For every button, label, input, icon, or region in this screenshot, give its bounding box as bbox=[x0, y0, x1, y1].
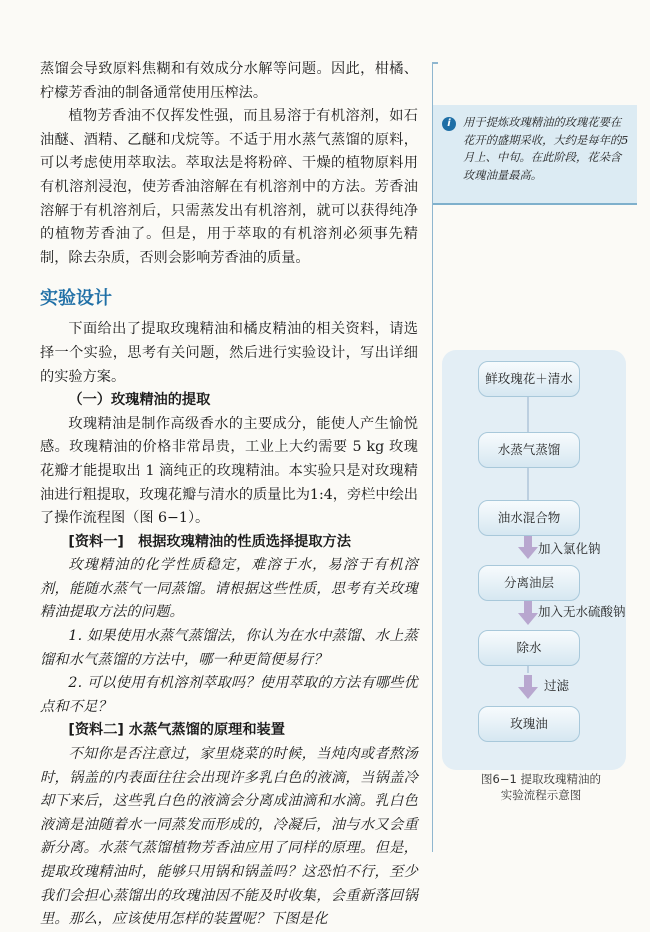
reference-1-text: 玫瑰精油的化学性质稳定，难溶于水，易溶于有机溶剂，能随水蒸气一同蒸馏。请根据这些性质，思考有关玫瑰精油提取方法的问题。 bbox=[40, 557, 418, 621]
figure-caption-line-1: 图6−1 提取玫瑰精油的 bbox=[481, 772, 601, 786]
paragraph-intro: 下面给出了提取玫瑰精油和橘皮精油的相关资料，请选择一个实验，思考有关问题，然后进行实验设计，写出详细的实验方案。 bbox=[40, 321, 418, 385]
side-note bbox=[433, 105, 637, 205]
flow-step-rose-oil: 玫瑰油 bbox=[478, 706, 580, 742]
info-icon: i bbox=[442, 117, 456, 131]
flow-step-steam-distillation: 水蒸气蒸馏 bbox=[478, 432, 580, 468]
question-2: 2. 可以使用有机溶剂萃取吗？使用萃取的方法有哪些优点和不足？ bbox=[40, 675, 418, 715]
paragraph-pressing: 蒸馏会导致原料焦糊和有效成分水解等问题。因此，柑橘、柠檬芳香油的制备通常使用压榨法。 bbox=[40, 61, 418, 101]
flow-connector bbox=[527, 466, 529, 502]
flow-step-separate-oil: 分离油层 bbox=[478, 565, 580, 601]
flow-step-fresh-roses: 鲜玫瑰花＋清水 bbox=[478, 361, 580, 397]
down-arrow-icon bbox=[517, 675, 539, 699]
reference-2-text: 不知你是否注意过，家里烧菜的时候，当炖肉或者熬汤时，锅盖的内表面往往会出现许多乳白色的液滴，当锅盖冷却下来后，这些乳白色的液滴会分离成油滴和水滴。乳白色液滴是油随着水一同蒸发而形成的，冷凝后，油与水又会重新分离。水蒸气蒸馏植物芳香油应用了同样的原理。但是，提取玫瑰精油时，能够只用锅和锅盖吗？这恐怕不行，至少我们会担心蒸馏出的玫瑰油因不能及时收集，会重新落回锅里。那么，应该使用怎样的装置呢？下图是化 bbox=[40, 746, 418, 928]
figure-caption bbox=[466, 771, 616, 803]
section-title: 实验设计 bbox=[40, 288, 112, 310]
flow-label-add-salt: 加入氯化钠 bbox=[538, 541, 601, 556]
paragraph-rose-oil: 玫瑰精油是制作高级香水的主要成分，能使人产生愉悦感。玫瑰精油的价格非常昂贵，工业上大约需要 5 kg 玫瑰花瓣才能提取出 1 滴纯正的玫瑰精油。本实验只是对玫瑰精油进行粗提取，玫瑰花瓣与清水的质量比为1:4，旁栏中绘出了操作流程图（图 6−1）。 bbox=[40, 415, 418, 527]
main-column bbox=[40, 58, 418, 932]
flow-step-oil-water-mixture: 油水混合物 bbox=[478, 500, 580, 536]
question-1: 1. 如果使用水蒸气蒸馏法，你认为在水中蒸馏、水上蒸馏和水气蒸馏的方法中，哪一种更简便易行？ bbox=[40, 628, 418, 668]
reference-1-title: [资料一] 根据玫瑰精油的性质选择提取方法 bbox=[68, 533, 351, 550]
subsection-rose-oil: （一）玫瑰精油的提取 bbox=[68, 392, 211, 409]
figure-caption-line-2: 实验流程示意图 bbox=[500, 788, 582, 802]
flow-connector bbox=[527, 395, 529, 433]
reference-2-title: [资料二] 水蒸气蒸馏的原理和装置 bbox=[68, 722, 285, 739]
side-note-text: 用于提炼玫瑰精油的玫瑰花要在花开的盛期采收，大约是每年的5月上、中旬。在此阶段，花朵含玫瑰油量最高。 bbox=[463, 116, 629, 182]
down-arrow-icon bbox=[517, 601, 539, 625]
margin-divider-cap bbox=[432, 62, 438, 64]
down-arrow-icon bbox=[517, 535, 539, 559]
flow-step-remove-water: 除水 bbox=[478, 630, 580, 666]
flow-label-filter: 过滤 bbox=[544, 678, 570, 693]
flow-label-add-sodium-sulfate: 加入无水硫酸钠 bbox=[538, 604, 626, 619]
paragraph-extraction: 植物芳香油不仅挥发性强，而且易溶于有机溶剂，如石油醚、酒精、乙醚和戊烷等。不适于用水蒸气蒸馏的原料，可以考虑使用萃取法。萃取法是将粉碎、干燥的植物原料用有机溶剂浸泡，使芳香油溶解在有机溶剂中的方法。芳香油溶解于有机溶剂后，只需蒸发出有机溶剂，就可以获得纯净的植物芳香油了。但是，用于萃取的有机溶剂必须事先精制，除去杂质，否则会影响芳香油的质量。 bbox=[40, 108, 418, 266]
